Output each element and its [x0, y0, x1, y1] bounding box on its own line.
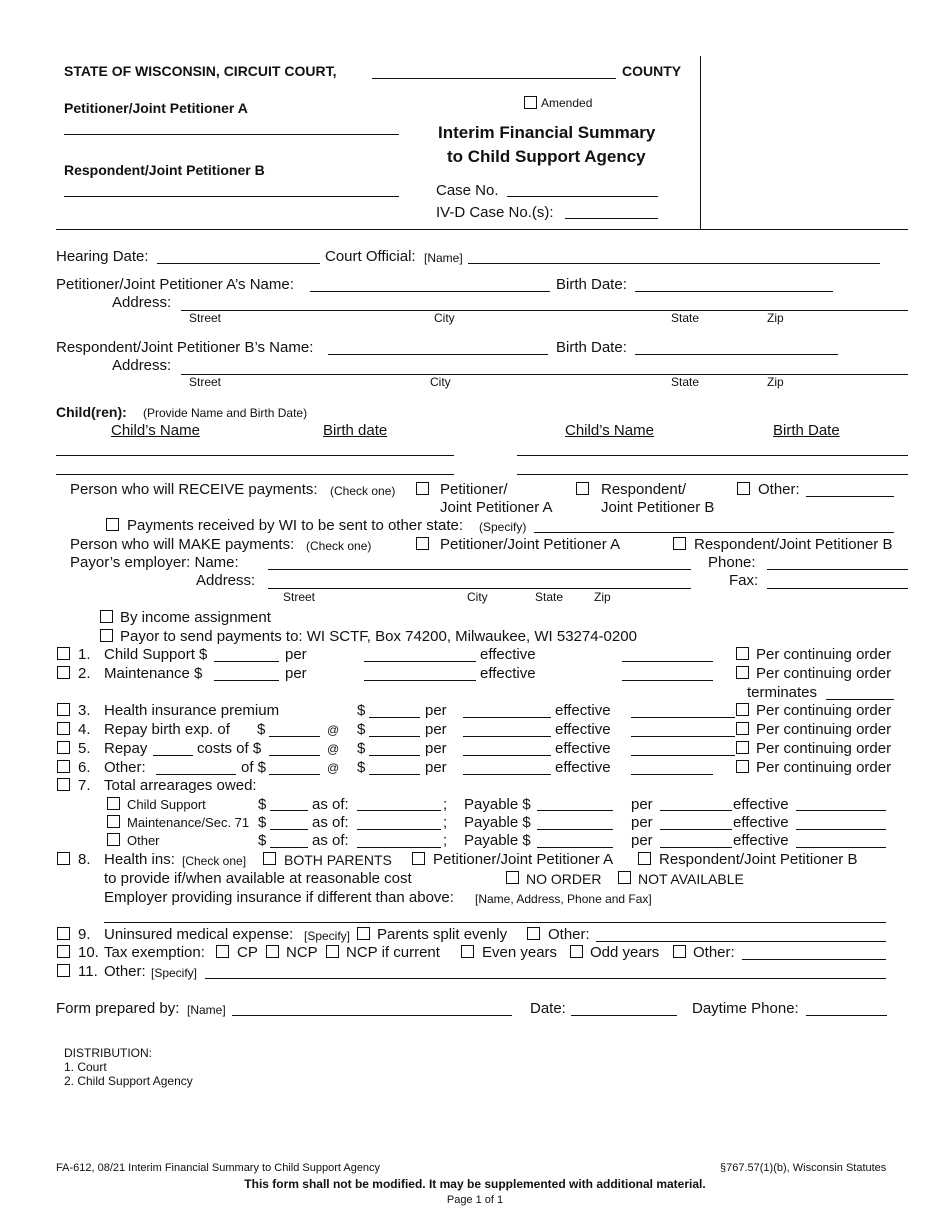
- header-divider: [700, 56, 701, 229]
- item8-no-order-label: NO ORDER: [526, 871, 602, 887]
- arrears-child-checkbox[interactable]: [107, 797, 120, 810]
- employer-address-input[interactable]: [268, 588, 691, 589]
- item4-per: per: [425, 721, 447, 738]
- item4-number: 4.: [78, 721, 91, 738]
- make-respondent-checkbox[interactable]: [673, 537, 686, 550]
- header-bottom-rule: [56, 229, 908, 230]
- prepared-date-input[interactable]: [571, 1015, 677, 1016]
- item6-number: 6.: [78, 759, 91, 776]
- item1-checkbox[interactable]: [57, 647, 70, 660]
- arrears-child-payable: Payable $: [464, 796, 531, 813]
- item5-amount1-input[interactable]: [269, 755, 320, 756]
- item10-number: 10.: [78, 944, 99, 961]
- item8-not-available-checkbox[interactable]: [618, 871, 631, 884]
- item5-costs-of: costs of $: [197, 740, 262, 757]
- item2-checkbox[interactable]: [57, 666, 70, 679]
- make-petitioner-label: Petitioner/Joint Petitioner A: [440, 536, 621, 553]
- payor-send-label: Payor to send payments to: WI SCTF, Box 74200, Milwaukee, WI 53274-0200: [120, 628, 637, 645]
- item5-effective-input[interactable]: [631, 755, 735, 756]
- item8-resp-label: Respondent/Joint Petitioner B: [659, 851, 858, 868]
- child-birth-col2: Birth Date: [773, 422, 840, 439]
- item2-continuing-checkbox[interactable]: [736, 666, 749, 679]
- other-state-label: Payments received by WI to be sent to other state:: [127, 517, 463, 534]
- item11-number: 11.: [78, 963, 98, 980]
- item5-at: @: [327, 742, 340, 756]
- item2-terminates-input[interactable]: [826, 699, 894, 700]
- item4-per-input[interactable]: [463, 736, 551, 737]
- pet-birth-input[interactable]: [635, 291, 833, 292]
- item4-dollar2: $: [357, 721, 366, 738]
- pet-state-label: State: [671, 311, 700, 325]
- item5-continuing-checkbox[interactable]: [736, 741, 749, 754]
- item4-effective: effective: [555, 721, 611, 738]
- footer-form-id: FA-612, 08/21 Interim Financial Summary to Child Support Agency: [56, 1162, 381, 1174]
- receive-label: Person who will RECEIVE payments:: [70, 481, 318, 498]
- arrears-other-effective-input[interactable]: [796, 847, 886, 848]
- item5-per-input[interactable]: [463, 755, 551, 756]
- item6-amount1-input[interactable]: [269, 774, 320, 775]
- pet-name-input[interactable]: [310, 291, 550, 292]
- footer-page: Page 1 of 1: [446, 1194, 504, 1206]
- arrears-child-asof: as of:: [312, 796, 349, 813]
- item2-number: 2.: [78, 665, 91, 682]
- pet-address-input[interactable]: [181, 310, 908, 311]
- item2-effective: effective: [480, 665, 536, 682]
- item10-odd-label: Odd years: [590, 944, 660, 961]
- item3-continuing-label: Per continuing order: [756, 702, 892, 719]
- item4-continuing-label: Per continuing order: [756, 721, 892, 738]
- item9-other-label: Other:: [548, 926, 590, 943]
- arrears-child-dollar: $: [258, 796, 267, 813]
- arrears-maint-semicolon: ;: [443, 814, 448, 831]
- pet-zip-label: Zip: [767, 311, 784, 325]
- item8-number: 8.: [78, 851, 91, 868]
- item2-terminates-label: terminates: [747, 684, 818, 701]
- item10-ncp-checkbox[interactable]: [266, 945, 279, 958]
- arrears-child-per-input[interactable]: [660, 810, 732, 811]
- item10-even-checkbox[interactable]: [461, 945, 474, 958]
- prepared-name-input[interactable]: [232, 1015, 512, 1016]
- item11-label: Other:: [104, 963, 146, 980]
- arrears-child-label: Child Support: [127, 797, 206, 812]
- arrears-other-per-input[interactable]: [660, 847, 732, 848]
- footer-notice: This form shall not be modified. It may be supplemented with additional material.: [244, 1177, 706, 1191]
- item6-checkbox[interactable]: [57, 760, 70, 773]
- receive-petitioner-line2: Joint Petitioner A: [440, 499, 553, 516]
- item2-effective-input[interactable]: [622, 680, 713, 681]
- item10-ncp-label: NCP: [286, 944, 318, 961]
- arrears-other-effective: effective: [733, 832, 789, 849]
- item11-checkbox[interactable]: [57, 964, 70, 977]
- arrears-maint-label: Maintenance/Sec. 71: [127, 815, 250, 830]
- item10-checkbox[interactable]: [57, 945, 70, 958]
- item10-cp-label: CP: [237, 944, 258, 961]
- child-name-col1: Child’s Name: [111, 422, 200, 439]
- child-name-col2: Child’s Name: [565, 422, 654, 439]
- arrears-other-dollar: $: [258, 832, 267, 849]
- item8-employer-input[interactable]: [104, 922, 886, 923]
- arrears-maint-amount[interactable]: [270, 829, 308, 830]
- petitioner-label: Petitioner/Joint Petitioner A: [64, 100, 248, 116]
- resp-street-label: Street: [189, 375, 222, 389]
- item2-per-input[interactable]: [364, 680, 476, 681]
- employer-name-input[interactable]: [268, 569, 691, 570]
- item7-label: Total arrearages owed:: [104, 777, 257, 794]
- item4-dollar1: $: [257, 721, 266, 738]
- prepared-phone-input[interactable]: [806, 1015, 887, 1016]
- resp-birth-input[interactable]: [635, 354, 838, 355]
- pet-city-label: City: [434, 311, 455, 325]
- item10-other-label: Other:: [693, 944, 735, 961]
- receive-other-label: Other:: [758, 481, 800, 498]
- item8-pet-label: Petitioner/Joint Petitioner A: [433, 851, 614, 868]
- children-label: Child(ren):: [56, 404, 127, 420]
- form-title-line1: Interim Financial Summary: [438, 123, 656, 142]
- item9-split-checkbox[interactable]: [357, 927, 370, 940]
- employer-phone-label: Phone:: [708, 554, 756, 571]
- hearing-date-label: Hearing Date:: [56, 248, 149, 265]
- receive-other-checkbox[interactable]: [737, 482, 750, 495]
- item5-effective: effective: [555, 740, 611, 757]
- item1-continuing-label: Per continuing order: [756, 646, 892, 663]
- resp-city-label: City: [430, 375, 451, 389]
- child3-input[interactable]: [56, 474, 454, 475]
- arrears-other-amount[interactable]: [270, 847, 308, 848]
- employer-phone-input[interactable]: [767, 569, 908, 570]
- arrears-child-amount[interactable]: [270, 810, 308, 811]
- item9-label: Uninsured medical expense:: [104, 926, 294, 943]
- item7-checkbox[interactable]: [57, 778, 70, 791]
- item5-label: Repay: [104, 740, 148, 757]
- prepared-name-hint: [Name]: [187, 1003, 226, 1017]
- item8-pet-checkbox[interactable]: [412, 852, 425, 865]
- item3-amount-input[interactable]: [369, 717, 420, 718]
- receive-respondent-line2: Joint Petitioner B: [601, 499, 715, 516]
- item1-amount-input[interactable]: [214, 661, 279, 662]
- arrears-maint-asof: as of:: [312, 814, 349, 831]
- child-birth-col1: Birth date: [323, 422, 388, 439]
- child2-input[interactable]: [517, 455, 908, 456]
- receive-other-input[interactable]: [806, 496, 894, 497]
- employer-name-label: Payor’s employer: Name:: [70, 554, 239, 571]
- ivd-case-input[interactable]: [565, 218, 658, 219]
- item10-ncp-current-checkbox[interactable]: [326, 945, 339, 958]
- arrears-maint-per: per: [631, 814, 653, 831]
- item9-specify: [Specify]: [304, 929, 351, 943]
- resp-birth-label: Birth Date:: [556, 339, 627, 356]
- item3-effective-input[interactable]: [631, 717, 735, 718]
- employer-zip-label: Zip: [594, 590, 611, 604]
- item3-continuing-checkbox[interactable]: [736, 703, 749, 716]
- ivd-case-label: IV-D Case No.(s):: [436, 204, 554, 221]
- item6-continuing-checkbox[interactable]: [736, 760, 749, 773]
- item8-employer-label: Employer providing insurance if different than above:: [104, 889, 454, 906]
- item6-of: of $: [241, 759, 267, 776]
- arrears-maint-per-input[interactable]: [660, 829, 732, 830]
- arrears-other-date[interactable]: [357, 847, 441, 848]
- receive-petitioner-line1: Petitioner/: [440, 481, 508, 498]
- item3-per-input[interactable]: [463, 717, 551, 718]
- pet-name-label: Petitioner/Joint Petitioner A’s Name:: [56, 276, 294, 293]
- arrears-child-semicolon: ;: [443, 796, 448, 813]
- item1-continuing-checkbox[interactable]: [736, 647, 749, 660]
- hearing-date-input[interactable]: [157, 263, 320, 264]
- item3-dollar: $: [357, 702, 366, 719]
- item6-per-input[interactable]: [463, 774, 551, 775]
- item3-checkbox[interactable]: [57, 703, 70, 716]
- form-title-line2: to Child Support Agency: [447, 147, 646, 166]
- item3-per: per: [425, 702, 447, 719]
- item4-amount2-input[interactable]: [369, 736, 420, 737]
- county-input-line[interactable]: [372, 78, 616, 79]
- item6-amount2-input[interactable]: [369, 774, 420, 775]
- employer-city-label: City: [467, 590, 488, 604]
- item3-label: Health insurance premium: [104, 702, 280, 719]
- item6-effective: effective: [555, 759, 611, 776]
- court-official-label: Court Official:: [325, 248, 416, 265]
- amended-label: Amended: [541, 96, 593, 110]
- employer-fax-label: Fax:: [729, 572, 759, 589]
- employer-address-label: Address:: [196, 572, 256, 589]
- item7-number: 7.: [78, 777, 91, 794]
- resp-zip-label: Zip: [767, 375, 784, 389]
- item8-check-one: [Check one]: [182, 854, 247, 868]
- item2-continuing-label: Per continuing order: [756, 665, 892, 682]
- item1-effective-input[interactable]: [622, 661, 713, 662]
- item8-both-label: BOTH PARENTS: [284, 852, 392, 868]
- arrears-maint-effective-input[interactable]: [796, 829, 886, 830]
- child1-input[interactable]: [56, 455, 454, 456]
- employer-fax-input[interactable]: [767, 588, 908, 589]
- court-official-hint: [Name]: [424, 251, 463, 265]
- item10-label: Tax exemption:: [104, 944, 205, 961]
- resp-address-input[interactable]: [181, 374, 908, 375]
- distribution-item-2: 2. Child Support Agency: [64, 1074, 193, 1088]
- distribution-title: DISTRIBUTION:: [64, 1046, 153, 1060]
- item4-continuing-checkbox[interactable]: [736, 722, 749, 735]
- prepared-date-label: Date:: [530, 1000, 566, 1017]
- child4-input[interactable]: [517, 474, 908, 475]
- item1-number: 1.: [78, 646, 91, 663]
- item1-effective: effective: [480, 646, 536, 663]
- distribution-item-1: 1. Court: [64, 1060, 107, 1074]
- receive-respondent-line1: Respondent/: [601, 481, 687, 498]
- prepared-phone-label: Daytime Phone:: [692, 1000, 799, 1017]
- arrears-other-payable-input[interactable]: [537, 847, 613, 848]
- payor-send-checkbox[interactable]: [100, 629, 113, 642]
- arrears-child-payable-input[interactable]: [537, 810, 613, 811]
- resp-address-label: Address:: [112, 357, 172, 374]
- item11-specify: [Specify]: [151, 966, 198, 980]
- receive-check-one: (Check one): [330, 484, 396, 498]
- item10-ncp-current-label: NCP if current: [346, 944, 440, 961]
- arrears-maint-dollar: $: [258, 814, 267, 831]
- item8-not-available-label: NOT AVAILABLE: [638, 871, 744, 887]
- item1-per-input[interactable]: [364, 661, 476, 662]
- arrears-other-checkbox[interactable]: [107, 833, 120, 846]
- resp-state-label: State: [671, 375, 700, 389]
- footer-statute: §767.57(1)(b), Wisconsin Statutes: [720, 1162, 887, 1174]
- respondent-label: Respondent/Joint Petitioner B: [64, 162, 265, 178]
- item8-resp-checkbox[interactable]: [638, 852, 651, 865]
- case-no-input[interactable]: [507, 196, 658, 197]
- make-respondent-label: Respondent/Joint Petitioner B: [694, 536, 893, 553]
- receive-respondent-checkbox[interactable]: [576, 482, 589, 495]
- court-official-input[interactable]: [468, 263, 880, 264]
- item8-checkbox[interactable]: [57, 852, 70, 865]
- item10-cp-checkbox[interactable]: [216, 945, 229, 958]
- arrears-child-date[interactable]: [357, 810, 441, 811]
- arrears-other-label: Other: [127, 833, 160, 848]
- item9-split-label: Parents split evenly: [377, 926, 508, 943]
- petitioner-input-line[interactable]: [64, 134, 399, 135]
- court-heading: STATE OF WISCONSIN, CIRCUIT COURT,: [64, 63, 337, 79]
- arrears-other-asof: as of:: [312, 832, 349, 849]
- item5-amount2-input[interactable]: [369, 755, 420, 756]
- item6-per: per: [425, 759, 447, 776]
- item8-employer-hint: [Name, Address, Phone and Fax]: [475, 892, 652, 906]
- item4-amount1-input[interactable]: [269, 736, 320, 737]
- item5-number: 5.: [78, 740, 91, 757]
- item5-type-input[interactable]: [153, 755, 193, 756]
- amended-checkbox[interactable]: [524, 96, 537, 109]
- resp-name-input[interactable]: [328, 354, 548, 355]
- pet-birth-label: Birth Date:: [556, 276, 627, 293]
- arrears-other-payable: Payable $: [464, 832, 531, 849]
- item9-checkbox[interactable]: [57, 927, 70, 940]
- arrears-maint-date[interactable]: [357, 829, 441, 830]
- item10-other-checkbox[interactable]: [673, 945, 686, 958]
- item2-amount-input[interactable]: [214, 680, 279, 681]
- item6-effective-input[interactable]: [631, 774, 713, 775]
- item1-label: Child Support $: [104, 646, 208, 663]
- item5-per: per: [425, 740, 447, 757]
- case-no-label: Case No.: [436, 182, 499, 199]
- arrears-maint-checkbox[interactable]: [107, 815, 120, 828]
- item1-per: per: [285, 646, 307, 663]
- item4-effective-input[interactable]: [631, 736, 735, 737]
- arrears-other-semicolon: ;: [443, 832, 448, 849]
- item6-at: @: [327, 761, 340, 775]
- pet-street-label: Street: [189, 311, 222, 325]
- arrears-child-effective: effective: [733, 796, 789, 813]
- item8-both-checkbox[interactable]: [263, 852, 276, 865]
- employer-street-label: Street: [283, 590, 316, 604]
- item10-other-input[interactable]: [742, 959, 886, 960]
- employer-state-label: State: [535, 590, 564, 604]
- make-label: Person who will MAKE payments:: [70, 536, 295, 553]
- item6-dollar: $: [357, 759, 366, 776]
- arrears-maint-payable-input[interactable]: [537, 829, 613, 830]
- county-label: COUNTY: [622, 63, 682, 79]
- item4-at: @: [327, 723, 340, 737]
- pet-address-label: Address:: [112, 294, 172, 311]
- resp-name-label: Respondent/Joint Petitioner B’s Name:: [56, 339, 314, 356]
- item4-label: Repay birth exp. of: [104, 721, 230, 738]
- item6-continuing-label: Per continuing order: [756, 759, 892, 776]
- item5-continuing-label: Per continuing order: [756, 740, 892, 757]
- item10-even-label: Even years: [482, 944, 558, 961]
- item3-number: 3.: [78, 702, 91, 719]
- item6-label: Other:: [104, 759, 146, 776]
- respondent-input-line[interactable]: [64, 196, 399, 197]
- make-petitioner-checkbox[interactable]: [416, 537, 429, 550]
- item10-odd-checkbox[interactable]: [570, 945, 583, 958]
- arrears-child-per: per: [631, 796, 653, 813]
- make-check-one: (Check one): [306, 539, 372, 553]
- arrears-child-effective-input[interactable]: [796, 810, 886, 811]
- receive-petitioner-checkbox[interactable]: [416, 482, 429, 495]
- item8-provide: to provide if/when available at reasonable cost: [104, 870, 412, 887]
- other-state-specify: (Specify): [479, 520, 527, 534]
- arrears-maint-effective: effective: [733, 814, 789, 831]
- item9-other-checkbox[interactable]: [527, 927, 540, 940]
- item6-type-input[interactable]: [156, 774, 236, 775]
- item8-no-order-checkbox[interactable]: [506, 871, 519, 884]
- item9-number: 9.: [78, 926, 91, 943]
- children-hint: (Provide Name and Birth Date): [143, 406, 308, 420]
- other-state-input[interactable]: [534, 532, 894, 533]
- arrears-maint-payable: Payable $: [464, 814, 531, 831]
- item2-label: Maintenance $: [104, 665, 203, 682]
- item5-checkbox[interactable]: [57, 741, 70, 754]
- arrears-other-per: per: [631, 832, 653, 849]
- income-assignment-label: By income assignment: [120, 609, 271, 626]
- item4-checkbox[interactable]: [57, 722, 70, 735]
- other-state-checkbox[interactable]: [106, 518, 119, 531]
- item3-effective: effective: [555, 702, 611, 719]
- income-assignment-checkbox[interactable]: [100, 610, 113, 623]
- prepared-label: Form prepared by:: [56, 1000, 180, 1017]
- item8-label: Health ins:: [104, 851, 175, 868]
- item5-dollar: $: [357, 740, 366, 757]
- item11-input[interactable]: [205, 978, 886, 979]
- item2-per: per: [285, 665, 307, 682]
- item9-other-input[interactable]: [596, 941, 886, 942]
